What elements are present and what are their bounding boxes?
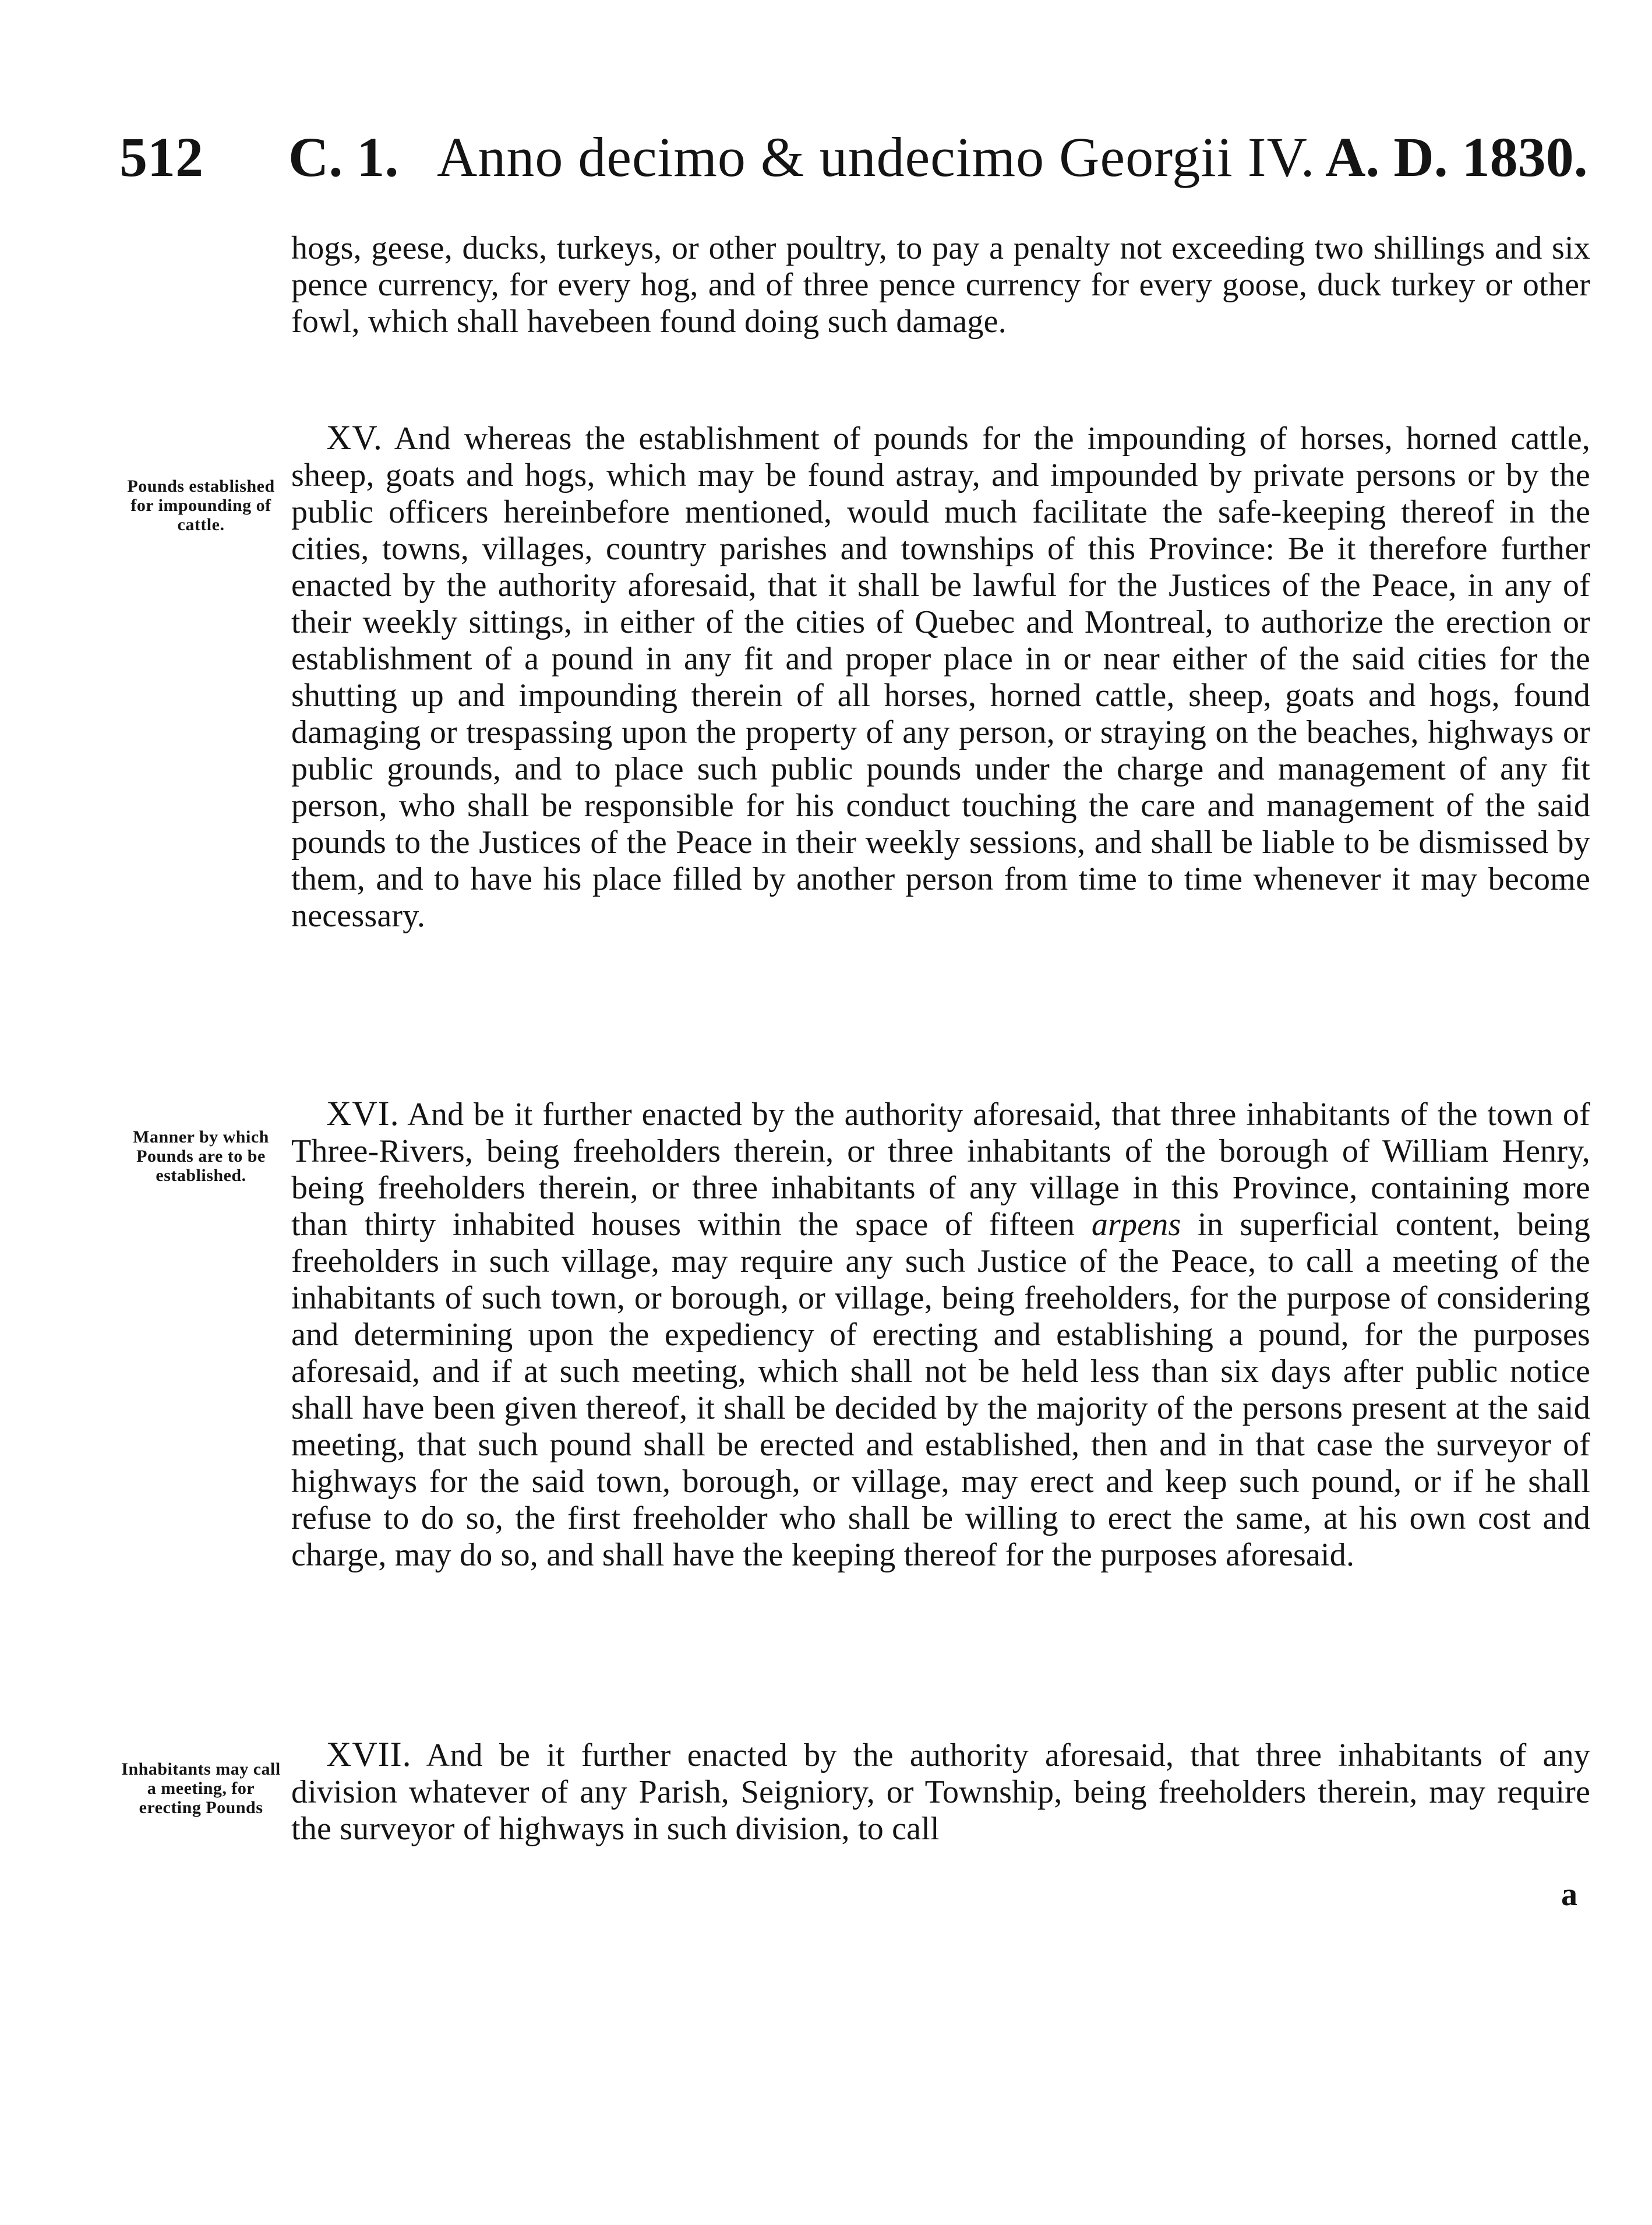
- continued-paragraph: [291, 230, 1590, 340]
- page-number: 512: [119, 126, 203, 188]
- section-text: And be it further enacted by the authority aforesaid, that three inhabitants of the town of Three-Rivers, being freeholders therein, or three inhabitants of the borough of William Henry, being freeholders therein, or three inhabitants of any village in this Province, containing more than thirty inhabited houses within the space of fifteen: [291, 1096, 1590, 1243]
- section-xv: [291, 419, 1590, 935]
- year-label: A. D. 1830.: [1325, 126, 1588, 188]
- margin-note-section-xvi: Manner by which Pounds are to be established.: [133, 1127, 269, 1185]
- section-number: XVI.: [326, 1094, 400, 1133]
- margin-note-section-xv: Pounds established for impounding of cattle.: [127, 477, 275, 534]
- page-header: [119, 119, 1616, 195]
- chapter-label: C. 1.: [288, 126, 399, 188]
- paragraph-text: hogs, geese, ducks, turkeys, or other poultry, to pay a penalty not exceeding two shillings and six pence currency, for every hog, and of three pence currency for every goose, duck turkey or other fowl, which shall havebeen found doing such damage.: [291, 230, 1590, 340]
- section-xvii: [291, 1736, 1590, 1847]
- section-number: XVII.: [326, 1735, 412, 1773]
- margin-note-section-xvii: Inhabitants may call a meeting, for erecting Pounds: [121, 1759, 281, 1817]
- section-text: And be it further enacted by the authority aforesaid, that three inhabitants of any division whatever of any Parish, Seigniory, or Township, being freeholders therein, may require the surveyor of highways in such division, to call: [291, 1737, 1590, 1847]
- section-text: And whereas the establishment of pounds for the impounding of horses, horned cattle, sheep, goats and hogs, which may be found astray, and impounded by private persons or by the public officers hereinbefore mentioned, would much facilitate the safe-keeping thereof in the cities, towns, villages, country parishes and townships of this Province: Be it therefore further enacted by the authority aforesaid, that it shall be lawful for the Justices of the Peace, in any of their weekly sittings, in either of the cities of Quebec and Montreal, to authorize the erection or establishment of a pound in any fit and proper place in or near either of the said cities for the shutting up and impounding therein of all horses, horned cattle, sheep, goats and hogs, found damaging or trespassing upon the property of any person, or straying on the beaches, highways or public grounds, and to place such public pounds under the charge and management of any fit person, who shall be responsible for his conduct touching the care and management of the said pounds to the Justices of the Peace in their weekly sessions, and shall be liable to be dismissed by them, and to have his place filled by another person from time to time whenever it may become necessary.: [291, 421, 1590, 934]
- section-xvi: [291, 1095, 1590, 1574]
- running-title: Anno decimo & undecimo Georgii IV.: [437, 126, 1315, 188]
- catchword: a: [1561, 1877, 1577, 1913]
- italic-term: arpens: [1091, 1207, 1181, 1243]
- section-number: XV.: [326, 418, 383, 457]
- section-text-continued: in superficial content, being freeholders in such village, may require any such Justice of the Peace, to call a meeting of the inhabitants of such town, or borough, or village, being freeholders, for the purpose of considering and determining upon the expediency of erecting and establishing a pound, for the purposes aforesaid, and if at such meeting, which shall not be held less than six days after public notice shall have been given thereof, it shall be decided by the majority of the persons present at the said meeting, that such pound shall be erected and established, then and in that case the surveyor of highways for the said town, borough, or village, may erect and keep such pound, or if he shall refuse to do so, the first freeholder who shall be willing to erect the same, at his own cost and charge, may do so, and shall have the keeping thereof for the purposes aforesaid.: [291, 1207, 1591, 1573]
